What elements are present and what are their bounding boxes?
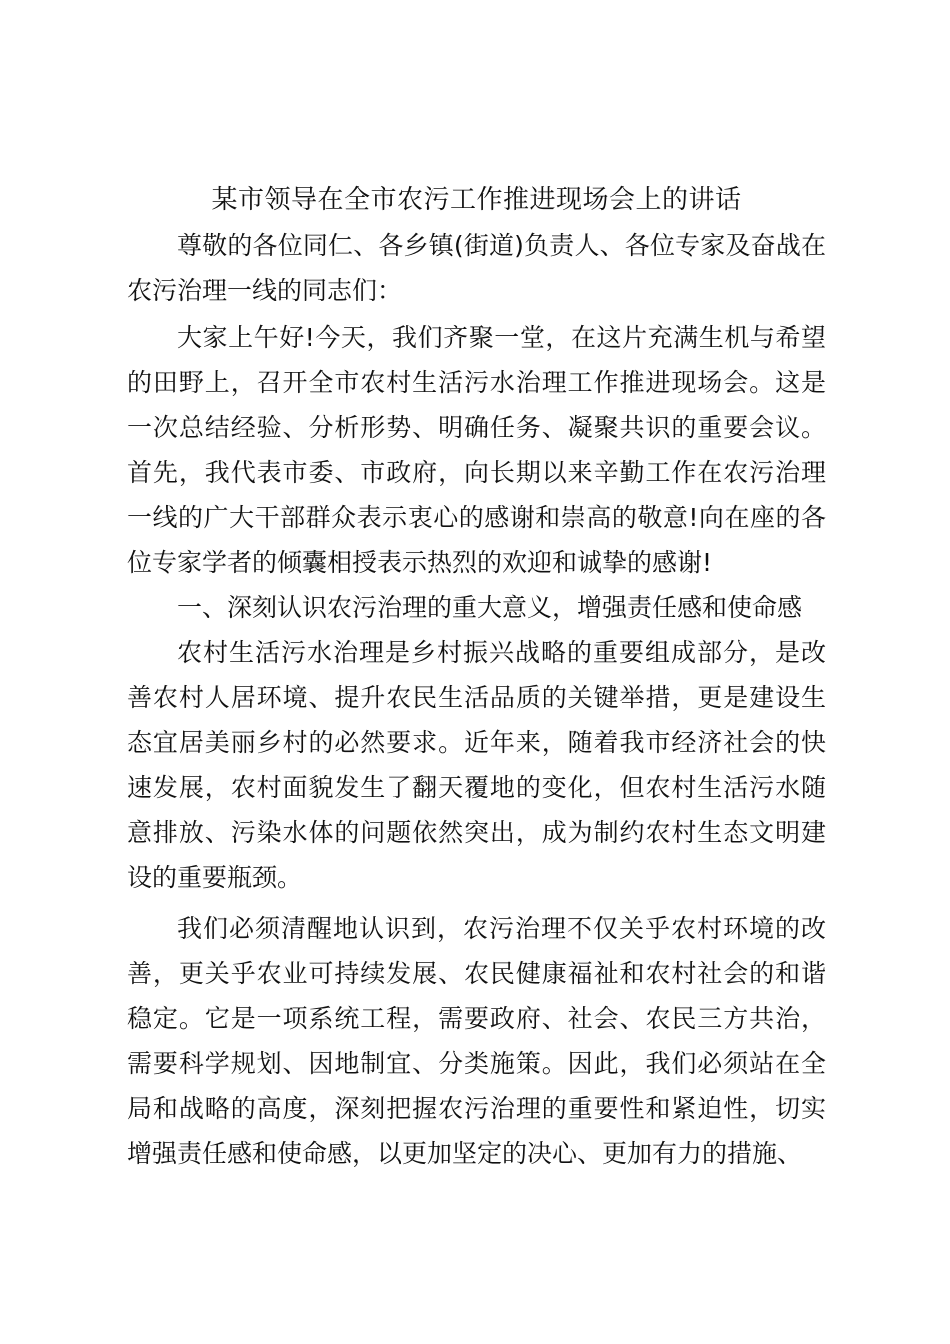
- body-paragraph: 我们必须清醒地认识到，农污治理不仅关乎农村环境的改善，更关乎农业可持续发展、农民健康福祉和农村社会的和谐稳定。它是一项系统工程，需要政府、社会、农民三方共治，需要科学规划、因地制宜、分类施策。因此，我们必须站在全局和战略的高度，深刻把握农污治理的重要性和紧迫性，切实增强责任感和使命感，以更加坚定的决心、更加有力的措施、: [127, 914, 826, 1168]
- greeting-paragraph: 大家上午好!今天，我们齐聚一堂，在这片充满生机与希望的田野上，召开全市农村生活污水治理工作推进现场会。这是一次总结经验、分析形势、明确任务、凝聚共识的重要会议。首先，我代表市委、市政府，向长期以来辛勤工作在农污治理一线的广大干部群众表示衷心的感谢和崇高的敬意!向在座的各位专家学者的倾囊相授表示热烈的欢迎和诚挚的感谢!: [127, 323, 826, 577]
- section-heading: 一、深刻认识农污治理的重大意义，增强责任感和使命感: [177, 593, 803, 622]
- salutation-paragraph: 尊敬的各位同仁、各乡镇(街道)负责人、各位专家及奋战在农污治理一线的同志们：: [127, 231, 826, 305]
- body-paragraph: 农村生活污水治理是乡村振兴战略的重要组成部分，是改善农村人居环境、提升农民生活品质的关键举措，更是建设生态宜居美丽乡村的必然要求。近年来，随着我市经济社会的快速发展，农村面貌发生了翻天覆地的变化，但农村生活污水随意排放、污染水体的问题依然突出，成为制约农村生态文明建设的重要瓶颈。: [127, 638, 826, 892]
- document-title: 某市领导在全市农污工作推进现场会上的讲话: [211, 185, 742, 215]
